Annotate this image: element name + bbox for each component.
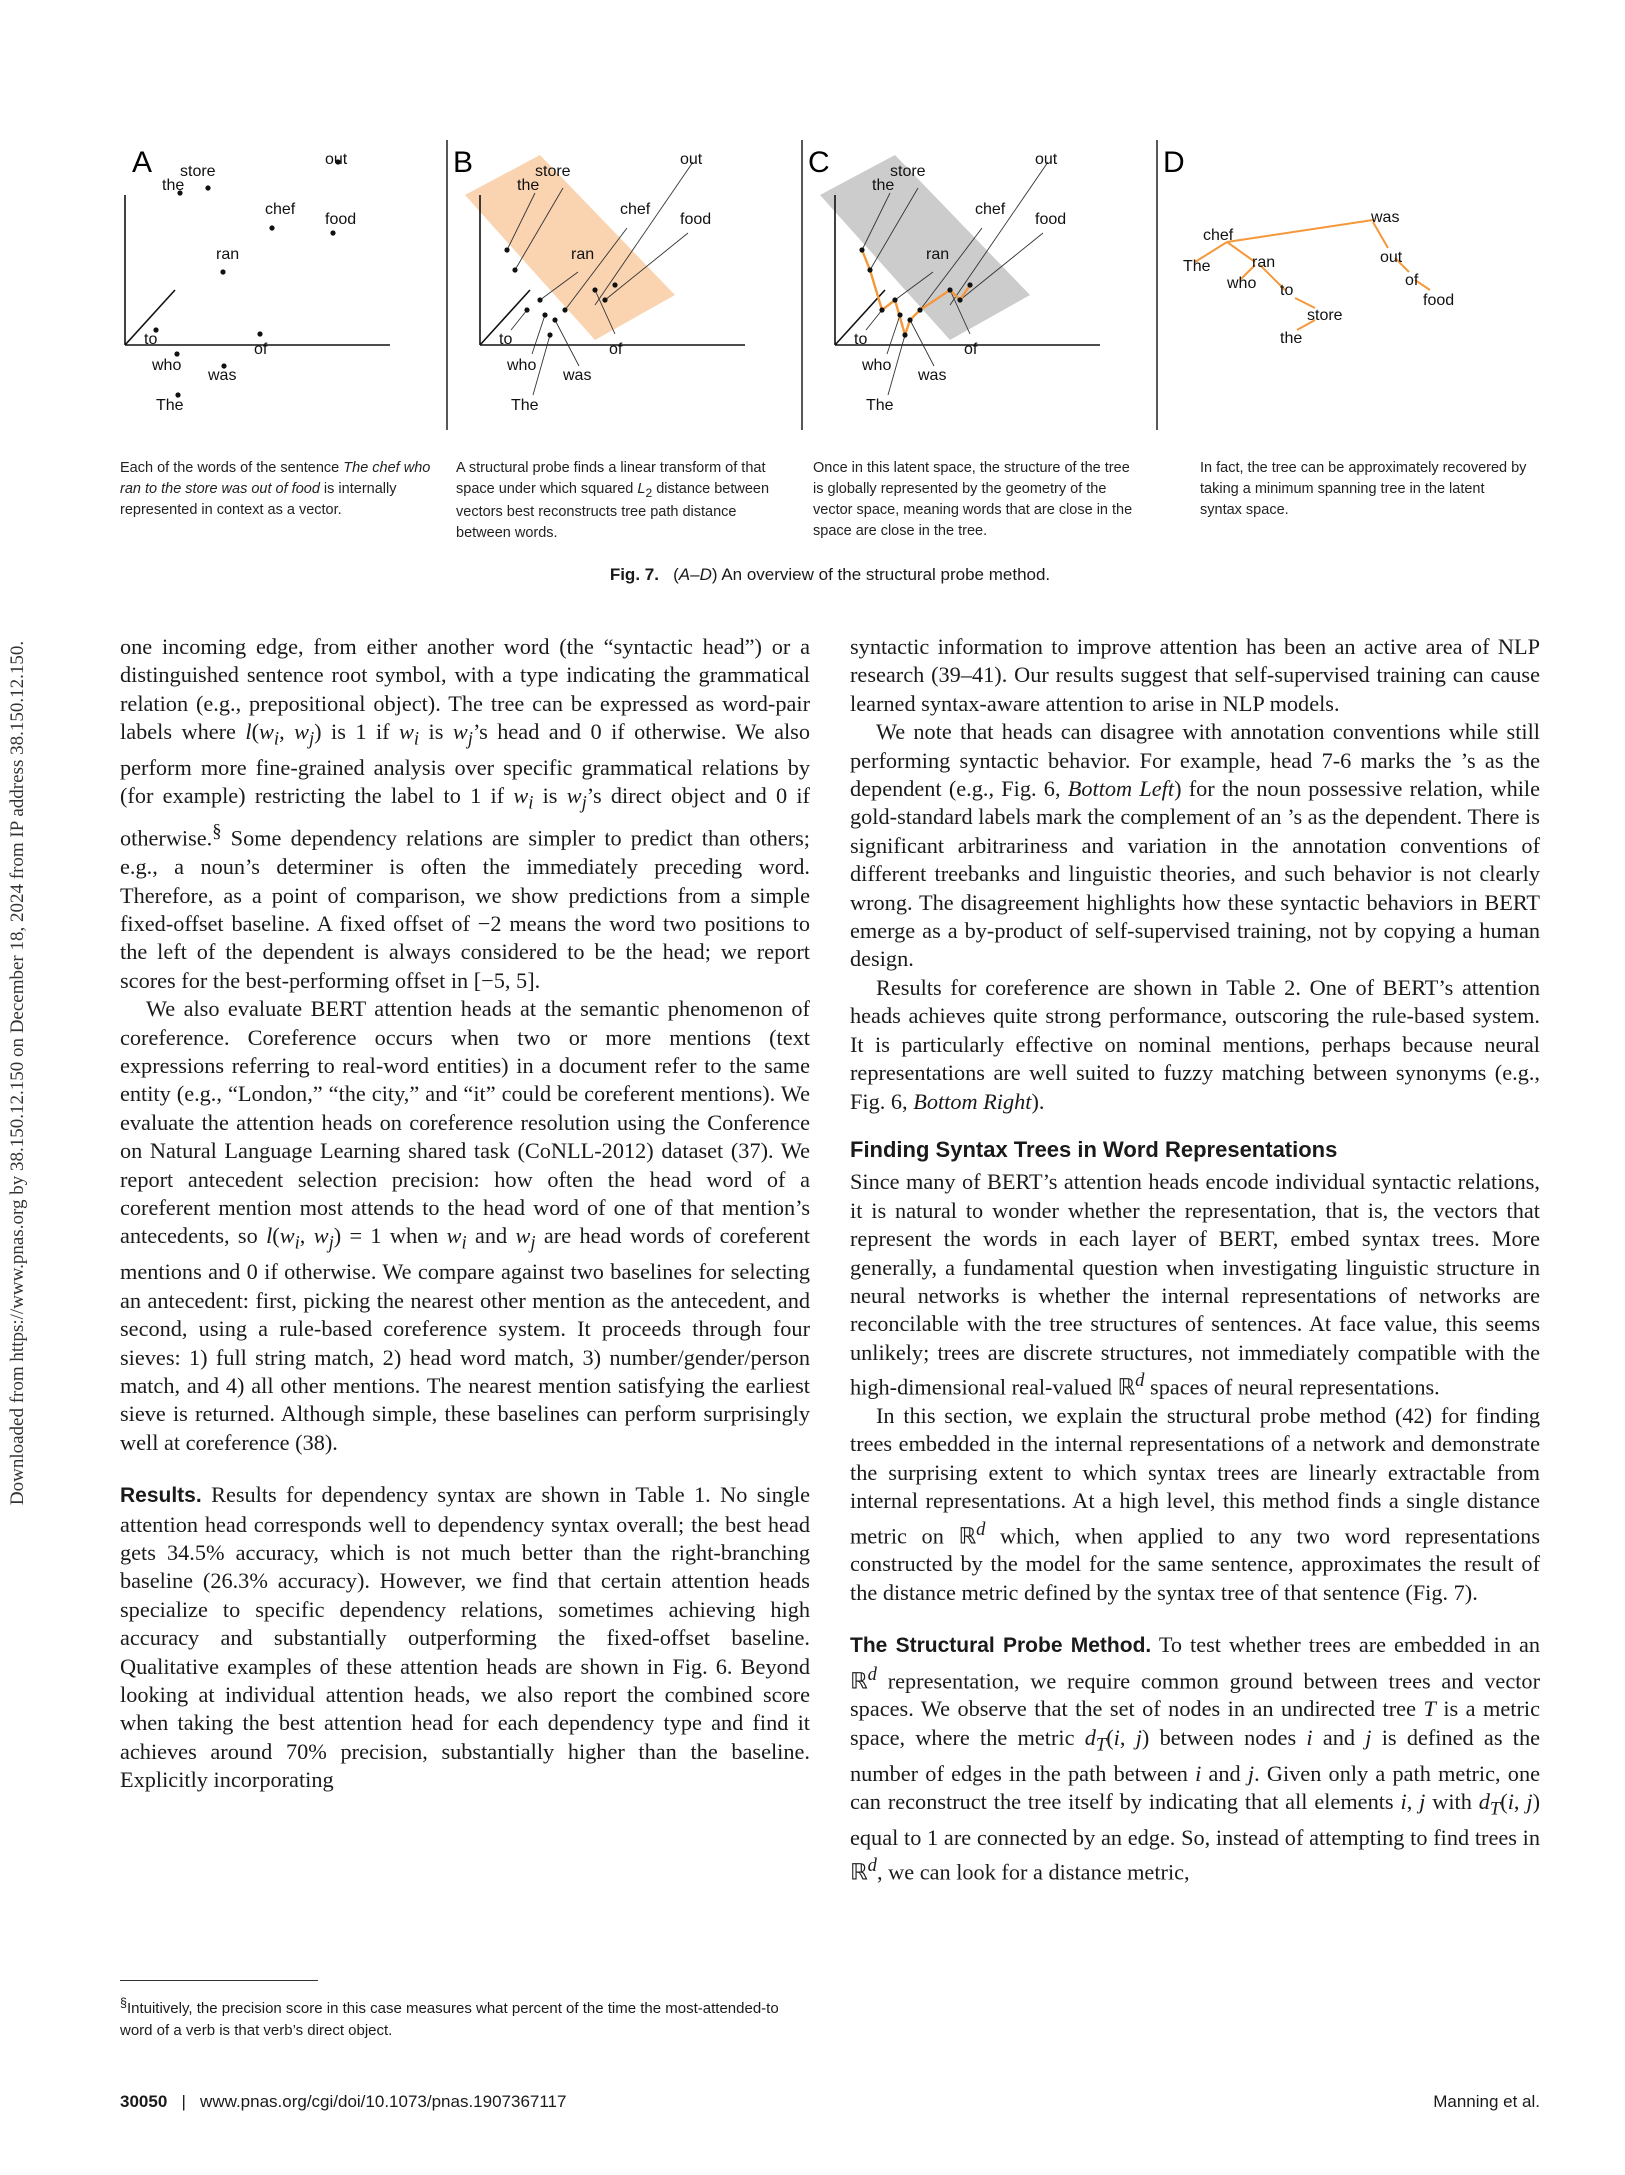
svg-text:was: was bbox=[563, 367, 592, 384]
svg-text:chef: chef bbox=[1203, 227, 1234, 244]
doi-link[interactable]: www.pnas.org/cgi/doi/10.1073/pnas.1907367117 bbox=[200, 2092, 567, 2111]
svg-text:chef: chef bbox=[265, 201, 296, 218]
panel-c-letter: C bbox=[808, 146, 830, 179]
svg-text:ran: ran bbox=[571, 246, 595, 263]
panel-a bbox=[120, 140, 450, 440]
panel-d bbox=[1155, 140, 1485, 440]
svg-text:The: The bbox=[511, 397, 539, 414]
left-column: one incoming edge, from either another word (the “syntactic head”) or a distinguished sentence root symbol, with a type indicating the grammatical relation (e.g., prepositional object). The tree can be expressed as word-pair labels where $l(w_i$, $w_j$) is 1 if $w_i$ is $w_j’s$ head and 0 if otherwise. We also perform more fine-grained analysis over specific grammatical relations by (for example) restricting the label to 1 if $w_i$ is $w_j’s$ direct object and 0 if otherwise.§ Some dependency relations are simpler to predict than others; e.g., a noun’s determiner is often the immediately preceding word. Therefore, as a point of comparison, we show predictions from a simple fixed-offset baseline. A fixed offset of −2 means the word two positions to the left of the dependent is always considered to be the head; we report scores for the best-performing offset in [−5, 5]. We also evaluate BERT attention heads at the semantic phenomenon of coreference. Coreference occurs when two or more mentions (text expressions referring to real-word entities) in a document refer to the same entity (e.g., “London,” “the city,” and “it” could be coreferent mentions). We evaluate the attention heads on coreference resolution using the Conference on Natural Language Learning shared task (CoNLL-2012) dataset (37). We report antecedent selection precision: how often the head word of a coreferent mention most attends to the head word of one of that mention’s antecedents, so $l(w_i$, $w_j) = 1$ when $w_i$ and $w_j$ are head words of coreferent mentions and 0 if otherwise. We compare against two baselines for selecting an antecedent: first, picking the nearest other mention as the antecedent, and second, using a rule-based coreference system. It proceeds through four sieves: 1) full string match, 2) head word match, 3) number/gender/person match, and 4) all other mentions. The nearest mention satisfying the earliest sieve is returned. Although simple, these baselines can perform surprisingly well at coreference (38). Results. Results for dependency syntax are shown in Table 1. No single attention head corresponds well to dependency syntax overall; the best head gets 34.5% accuracy, which is not much better than the right-branching baseline (26.3% accuracy). However, we find that certain attention heads specialize to specific dependency relations, sometimes achieving high accuracy and substantially outperforming the fixed-offset baseline. Qualitative examples of these attention heads are shown in Fig. 6. Beyond looking at individual attention heads, we also report the combined score when taking the best attention head for each dependency type and find it achieves around 70% precision, substantially higher than the baseline. Explicitly incorporating bbox=[120, 634, 811, 1793]
panel-d-words bbox=[1183, 209, 1454, 347]
footer-authors: Manning et al. bbox=[1433, 2092, 1540, 2111]
svg-text:was: was bbox=[1371, 209, 1400, 226]
footer-separator: | bbox=[181, 2092, 186, 2111]
svg-text:the: the bbox=[517, 177, 540, 194]
panel-b bbox=[445, 140, 775, 440]
svg-text:the: the bbox=[162, 177, 185, 194]
svg-text:of: of bbox=[1405, 272, 1419, 289]
svg-text:ran: ran bbox=[216, 246, 240, 263]
svg-text:food: food bbox=[680, 211, 712, 228]
svg-text:the: the bbox=[872, 177, 895, 194]
svg-text:out: out bbox=[325, 151, 348, 168]
figure-7 bbox=[120, 140, 1540, 600]
svg-text:of: of bbox=[964, 341, 978, 358]
panel-c-caption: Once in this latent space, the structure of the tree is globally represented by the geometry of the vector space, meaning words that are close in the space are close in the tree. bbox=[813, 460, 1133, 540]
svg-text:The: The bbox=[1183, 258, 1211, 275]
svg-text:of: of bbox=[254, 341, 268, 358]
svg-text:food: food bbox=[1423, 292, 1455, 309]
svg-text:The: The bbox=[866, 397, 894, 414]
svg-text:to: to bbox=[854, 331, 868, 348]
svg-text:who: who bbox=[152, 357, 182, 374]
probe-plane-b bbox=[465, 155, 675, 340]
svg-text:to: to bbox=[499, 331, 513, 348]
panel-a-caption: Each of the words of the sentence The chef who ran to the store was out of food is internally represented in context as a vector. bbox=[120, 460, 431, 519]
download-watermark: Downloaded from https://www.pnas.org by 38.150.12.150 on December 18, 2024 from IP address 38.150.12.150. bbox=[7, 640, 28, 1506]
figure-label: Fig. 7. bbox=[609, 565, 659, 584]
svg-text:chef: chef bbox=[975, 201, 1006, 218]
panel-c bbox=[800, 140, 1130, 440]
panel-a-words bbox=[144, 151, 356, 414]
svg-text:to: to bbox=[1280, 282, 1294, 299]
svg-text:out: out bbox=[680, 151, 703, 168]
page-number: 30050 bbox=[120, 2092, 168, 2111]
svg-text:who: who bbox=[862, 357, 892, 374]
svg-text:food: food bbox=[1035, 211, 1067, 228]
svg-text:out: out bbox=[1035, 151, 1058, 168]
svg-text:store: store bbox=[890, 163, 926, 180]
svg-text:who: who bbox=[507, 357, 537, 374]
svg-text:store: store bbox=[1307, 307, 1343, 324]
right-column: syntactic information to improve attention has been an active area of NLP research (39–41). Our results suggest that self-supervised training can cause learned syntax-aware attention to arise in NLP models. We note that heads can disagree with annotation conventions while still performing syntactic behavior. For example, head 7-6 marks the ’s as the dependent (e.g., Fig. 6, Bottom Left) for the noun possessive relation, while gold-standard labels mark the complement of an ’s as the dependent. There is significant arbitrariness and variation in the annotation conventions of different treebanks and linguistic theories, and such behavior is not clearly wrong. The disagreement highlights how these syntactic behaviors in BERT emerge as a by-product of self-supervised training, not by copying a human design. Results for coreference are shown in Table 2. One of BERT’s attention heads achieves quite strong performance, outscoring the rule-based system. It is particularly effective on nominal mentions, perhaps because neural representations are well suited to fuzzy matching between synonyms (e.g., Fig. 6, Bottom Right). Finding Syntax Trees in Word Representations Since many of BERT’s attention heads encode individual syntactic relations, it is natural to wonder whether the representation, that is, the vectors that represent the words in each layer of BERT, embed syntax trees. More generally, a fundamental question when investigating linguistic structure in neural networks is whether the internal representations of networks are reconcilable with the tree structures of sentences. At face value, this seems unlikely; trees are discrete structures, not immediately compatible with the high-dimensional real-valued ℝ$^d$ spaces of neural representations. In this section, we explain the structural probe method (42) for finding trees embedded in the internal representations of a network and demonstrate the surprising extent to which syntax trees are linearly extractable from internal representations. At a high level, this method finds a single distance metric on ℝ$^d$ which, when applied to any two word representations constructed by the model for the same sentence, approximates the result of the distance metric defined by the syntax tree of that sentence (Fig. 7). The Structural Probe Method. To test whether trees are embedded in an ℝ$^d$ representation, we require common ground between trees and vector spaces. We observe that the set of nodes in an undirected tree T is a metric space, where the metric $d_T(i$, j) between nodes i and j is defined as the number of edges in the path between i and j. Given only a path metric, one can reconstruct the tree itself by indicating that all elements i, j with $d_T(i$, j) equal to 1 are connected by an edge. So, instead of attempting to find trees in ℝ$^d$, we can look for a distance metric, bbox=[850, 634, 1541, 1885]
probe-plane-c bbox=[820, 155, 1030, 340]
figure-caption-text: (A–D) An overview of the structural probe method. bbox=[673, 565, 1051, 584]
panel-d-caption: In fact, the tree can be approximately recovered by taking a minimum spanning tree in the latent syntax space. bbox=[1200, 460, 1527, 519]
figure-caption bbox=[120, 565, 1540, 585]
footnote: §Intuitively, the precision score in this case measures what percent of the time the most-attended-to word of a verb is that verb’s direct object. bbox=[120, 1996, 779, 2039]
footnote-rule bbox=[120, 1980, 318, 1981]
panel-a-letter: A bbox=[132, 146, 153, 179]
svg-text:was: was bbox=[918, 367, 947, 384]
svg-text:out: out bbox=[1380, 249, 1403, 266]
svg-text:store: store bbox=[180, 163, 216, 180]
svg-text:to: to bbox=[144, 331, 158, 348]
svg-text:was: was bbox=[208, 367, 237, 384]
svg-text:ran: ran bbox=[1252, 254, 1276, 271]
svg-text:The: The bbox=[156, 397, 184, 414]
page-footer bbox=[120, 2092, 1540, 2112]
svg-text:the: the bbox=[1280, 330, 1303, 347]
svg-text:who: who bbox=[1227, 275, 1257, 292]
svg-text:of: of bbox=[609, 341, 623, 358]
svg-text:food: food bbox=[325, 211, 357, 228]
panel-b-caption: A structural probe finds a linear transform of that space under which squared $L_2$ distance between vectors best reconstructs tree path distance between words. bbox=[456, 460, 770, 542]
svg-text:chef: chef bbox=[620, 201, 651, 218]
panel-a-points bbox=[153, 159, 340, 397]
svg-text:store: store bbox=[535, 163, 571, 180]
panel-b-letter: B bbox=[453, 146, 474, 179]
svg-text:ran: ran bbox=[926, 246, 950, 263]
panel-d-letter: D bbox=[1163, 146, 1185, 179]
